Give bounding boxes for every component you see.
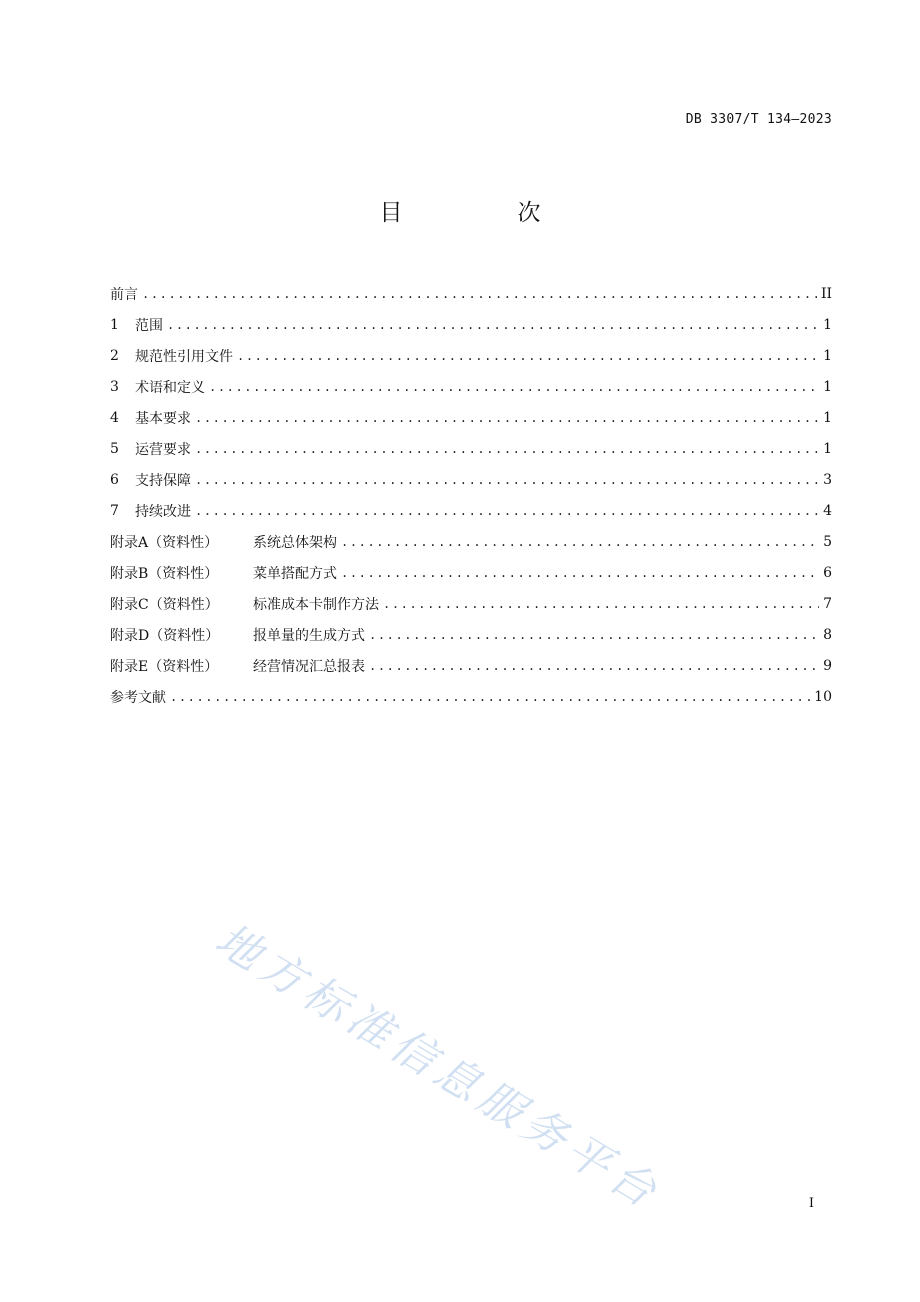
toc-entry-annex-e[interactable] [110, 650, 832, 681]
toc-entry-title: 运营要求 [135, 441, 191, 458]
toc-entry-page: 4 [823, 502, 832, 519]
toc-entry-page: 8 [823, 626, 832, 643]
toc-entry-annex-label: 附录B（资料性） [110, 565, 219, 582]
toc-entry-title: 术语和定义 [135, 379, 205, 396]
toc-entry-operation-requirements[interactable] [110, 433, 832, 464]
table-of-contents [110, 278, 832, 712]
toc-entry-title: 支持保障 [135, 472, 191, 489]
toc-entry-annex-label: 附录D（资料性） [110, 627, 220, 644]
toc-entry-page: 1 [823, 409, 832, 426]
toc-entry-title: 前言 [110, 286, 138, 303]
toc-entry-page: II [820, 285, 832, 302]
toc-entry-annex-d[interactable] [110, 619, 832, 650]
toc-entry-continuous-improvement[interactable] [110, 495, 832, 526]
toc-entry-title: 持续改进 [135, 503, 191, 520]
toc-entry-annex-label: 附录E（资料性） [110, 658, 219, 675]
dot-leader [195, 473, 819, 487]
toc-entry-title: 报单量的生成方式 [253, 627, 365, 644]
toc-entry-normative-references[interactable] [110, 340, 832, 371]
dot-leader [170, 690, 810, 704]
toc-entry-title: 经营情况汇总报表 [253, 658, 365, 675]
watermark: 地方标准信息服务平台 [206, 913, 670, 1221]
toc-entry-title: 范围 [135, 317, 163, 334]
dot-leader [195, 411, 819, 425]
toc-entry-annex-a[interactable] [110, 526, 832, 557]
dot-leader [341, 566, 819, 580]
dot-leader [237, 349, 819, 363]
toc-entry-number: 3 [110, 378, 119, 395]
toc-entry-number: 4 [110, 409, 119, 426]
toc-entry-page: 1 [823, 347, 832, 364]
toc-entry-annex-c[interactable] [110, 588, 832, 619]
toc-entry-title: 标准成本卡制作方法 [253, 596, 379, 613]
dot-leader [341, 535, 819, 549]
toc-entry-page: 1 [823, 316, 832, 333]
dot-leader [195, 504, 819, 518]
page-number: I [808, 1196, 814, 1211]
toc-entry-page: 1 [823, 440, 832, 457]
toc-entry-title: 规范性引用文件 [135, 348, 233, 365]
toc-entry-foreword[interactable] [110, 278, 832, 309]
toc-entry-annex-b[interactable] [110, 557, 832, 588]
toc-entry-number: 7 [110, 502, 119, 519]
dot-leader [142, 287, 817, 301]
page-title: 目 次 [379, 200, 587, 226]
toc-entry-page: 7 [823, 595, 832, 612]
toc-entry-number: 1 [110, 316, 119, 333]
toc-entry-title: 菜单搭配方式 [253, 565, 337, 582]
dot-leader [167, 318, 819, 332]
toc-entry-number: 6 [110, 471, 119, 488]
dot-leader [195, 442, 819, 456]
toc-entry-support[interactable] [110, 464, 832, 495]
dot-leader [209, 380, 819, 394]
dot-leader [369, 628, 819, 642]
document-code: DB 3307/T 134—2023 [685, 112, 832, 127]
toc-entry-number: 2 [110, 347, 119, 364]
toc-entry-page: 5 [823, 533, 832, 550]
toc-entry-page: 9 [823, 657, 832, 674]
toc-entry-terms-definitions[interactable] [110, 371, 832, 402]
toc-entry-annex-label: 附录A（资料性） [110, 534, 219, 551]
toc-entry-number: 5 [110, 440, 119, 457]
toc-entry-title: 系统总体架构 [253, 534, 337, 551]
toc-entry-page: 6 [823, 564, 832, 581]
toc-entry-annex-label: 附录C（资料性） [110, 596, 219, 613]
toc-entry-page: 10 [814, 688, 832, 705]
toc-entry-page: 1 [823, 378, 832, 395]
toc-entry-title: 基本要求 [135, 410, 191, 427]
toc-entry-page: 3 [823, 471, 832, 488]
dot-leader [383, 597, 819, 611]
toc-entry-scope[interactable] [110, 309, 832, 340]
toc-entry-bibliography[interactable] [110, 681, 832, 712]
dot-leader [369, 659, 819, 673]
toc-entry-title: 参考文献 [110, 689, 166, 706]
toc-entry-basic-requirements[interactable] [110, 402, 832, 433]
